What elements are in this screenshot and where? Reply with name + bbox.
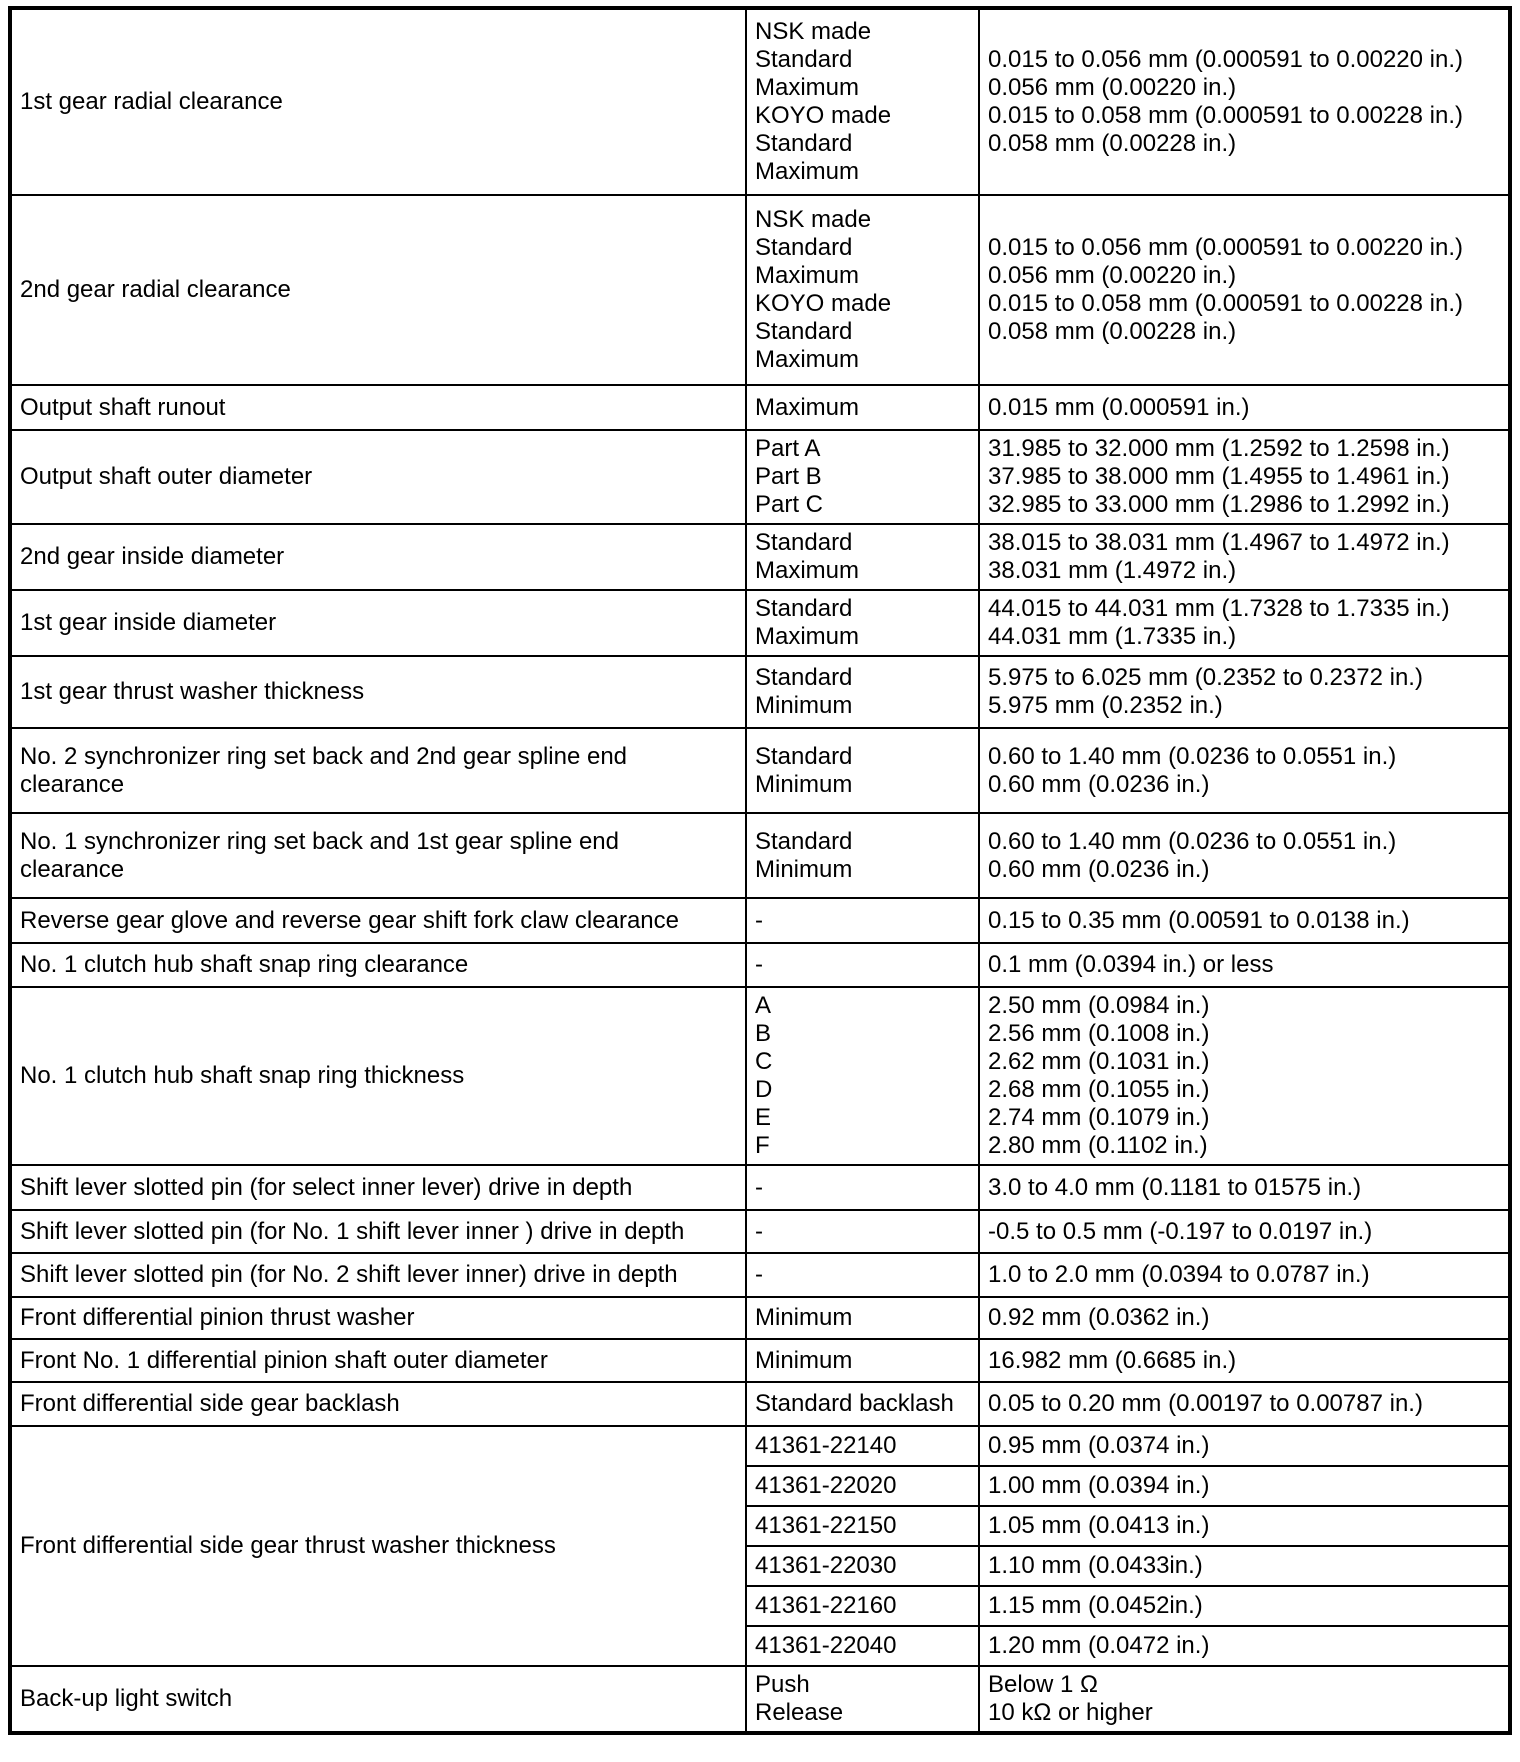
cell-line: E: [755, 1104, 772, 1131]
condition-cell: [747, 1298, 980, 1338]
cell-line: 2nd gear radial clearance: [20, 276, 291, 303]
cell-line: NSK made: [755, 18, 872, 45]
value-cell: [980, 814, 1508, 897]
cell-line: A: [755, 992, 772, 1019]
cell-line: No. 1 synchronizer ring set back and 1st gear spline end: [20, 827, 620, 855]
cell-line: 2.56 mm (0.1008 in.): [988, 1020, 1210, 1047]
item-cell: [12, 525, 747, 589]
cell-line: 2.62 mm (0.1031 in.): [988, 1048, 1210, 1075]
cell-line: -: [755, 1217, 763, 1245]
cell-line: 0.015 mm (0.000591 in.): [988, 393, 1250, 421]
cell-line: Maximum: [755, 623, 860, 650]
cell-line: Part B: [755, 463, 822, 490]
row-2nd-gear-inside-diameter: [12, 523, 1508, 589]
value-cell: [980, 899, 1508, 942]
cell-line: 0.60 mm (0.0236 in.): [988, 770, 1210, 798]
cell-line: Output shaft runout: [20, 393, 226, 421]
cell-line: 44.015 to 44.031 mm (1.7328 to 1.7335 in.): [988, 595, 1450, 622]
item-cell: [12, 1667, 747, 1731]
cell-line: [988, 346, 1504, 374]
condition-cell: [747, 1340, 980, 1381]
value-cell: [980, 944, 1508, 986]
condition-cell: [747, 386, 980, 429]
condition-cell: [747, 657, 980, 727]
cell-line: [988, 158, 1504, 186]
condition-cell: [747, 1667, 980, 1731]
condition-cell: [747, 591, 980, 655]
cell-line: Front differential pinion thrust washer: [20, 1304, 415, 1331]
cell-line: 0.15 to 0.35 mm (0.00591 to 0.0138 in.): [988, 906, 1410, 934]
row-1st-gear-thrust-washer-thickness: [12, 655, 1508, 727]
value-cell: [980, 1667, 1508, 1731]
cell-line: 38.015 to 38.031 mm (1.4967 to 1.4972 in.): [988, 529, 1450, 556]
part-number-cell: [747, 1547, 980, 1585]
value-cell: [980, 196, 1508, 384]
item-cell: [12, 657, 747, 727]
row-1st-gear-inside-diameter: [12, 589, 1508, 655]
item-cell: [12, 431, 747, 523]
value: 1.05 mm (0.0413 in.): [988, 1512, 1210, 1539]
value-cell: [980, 431, 1508, 523]
row-no2-synchronizer-ring-set-back: [12, 727, 1508, 812]
cell-line: 0.015 to 0.058 mm (0.000591 to 0.00228 in.): [988, 102, 1463, 129]
cell-line: clearance: [20, 855, 125, 883]
cell-line: -: [755, 1261, 763, 1288]
condition-cell: [747, 1383, 980, 1425]
row-no1-clutch-hub-snap-ring-thickness: [12, 986, 1508, 1164]
cell-line: Maximum: [755, 393, 860, 421]
cell-line: 3.0 to 4.0 mm (0.1181 to 01575 in.): [988, 1173, 1362, 1201]
cell-line: 0.056 mm (0.00220 in.): [988, 74, 1237, 101]
part-number-cell: [747, 1427, 980, 1465]
cell-line: -: [755, 951, 763, 978]
value-cell: [980, 729, 1508, 812]
cell-line: No. 1 clutch hub shaft snap ring thickness: [20, 1062, 465, 1089]
item-cell: [12, 386, 747, 429]
row-shift-lever-slotted-pin-select: [12, 1164, 1508, 1209]
cell-line: -: [755, 1173, 763, 1201]
cell-line: 0.05 to 0.20 mm (0.00197 to 0.00787 in.): [988, 1390, 1423, 1417]
item-cell: [12, 899, 747, 942]
cell-line: 0.60 to 1.40 mm (0.0236 to 0.0551 in.): [988, 742, 1397, 770]
item-cell: [12, 591, 747, 655]
condition-cell: [747, 944, 980, 986]
cell-line: Standard backlash: [755, 1390, 954, 1417]
cell-line: Minimum: [755, 770, 853, 798]
cell-line: Maximum: [755, 557, 860, 584]
condition-cell: [747, 988, 980, 1164]
cell-line: Shift lever slotted pin (for No. 2 shift lever inner) drive in depth: [20, 1261, 678, 1288]
cell-line: Maximum: [755, 158, 860, 185]
item-cell: [12, 1211, 747, 1252]
item-cell: [12, 1298, 747, 1338]
part-number-subrows: [747, 1427, 1508, 1665]
subrow: [747, 1427, 1508, 1465]
cell-line: Minimum: [755, 1304, 853, 1331]
cell-line: Standard: [755, 130, 853, 157]
row-no1-synchronizer-ring-set-back: [12, 812, 1508, 897]
condition-cell: [747, 1211, 980, 1252]
value-cell: [980, 1298, 1508, 1338]
value-cell: [980, 1467, 1508, 1505]
cell-line: 32.985 to 33.000 mm (1.2986 to 1.2992 in.): [988, 491, 1450, 518]
item-cell: [12, 944, 747, 986]
cell-line: 38.031 mm (1.4972 in.): [988, 557, 1237, 584]
item-cell: [12, 1254, 747, 1296]
cell-line: -0.5 to 0.5 mm (-0.197 to 0.0197 in.): [988, 1217, 1373, 1245]
condition-cell: [747, 10, 980, 194]
value: 1.15 mm (0.0452in.): [988, 1592, 1203, 1619]
cell-line: C: [755, 1048, 773, 1075]
subrow: [747, 1625, 1508, 1665]
condition-cell: [747, 729, 980, 812]
cell-line: No. 1 clutch hub shaft snap ring clearance: [20, 951, 469, 978]
cell-line: No. 2 synchronizer ring set back and 2nd gear spline end: [20, 742, 628, 770]
value-cell: [980, 1627, 1508, 1665]
cell-line: 44.031 mm (1.7335 in.): [988, 623, 1237, 650]
cell-line: 0.015 to 0.056 mm (0.000591 to 0.00220 in.): [988, 46, 1463, 73]
cell-line: 1st gear radial clearance: [20, 88, 283, 115]
cell-line: KOYO made: [755, 102, 892, 129]
part-number-cell: [747, 1507, 980, 1545]
cell-line: D: [755, 1076, 773, 1103]
cell-line: 0.1 mm (0.0394 in.) or less: [988, 951, 1274, 978]
cell-line: 16.982 mm (0.6685 in.): [988, 1346, 1237, 1374]
value: 1.00 mm (0.0394 in.): [988, 1472, 1210, 1499]
condition-cell: [747, 1166, 980, 1209]
row-front-diff-pinion-thrust-washer: [12, 1296, 1508, 1338]
cell-line: 0.60 to 1.40 mm (0.0236 to 0.0551 in.): [988, 827, 1397, 855]
cell-line: Shift lever slotted pin (for No. 1 shift lever inner ) drive in depth: [20, 1217, 685, 1245]
part-number-cell: [747, 1467, 980, 1505]
part-number-cell: [747, 1627, 980, 1665]
subrow: [747, 1505, 1508, 1545]
cell-line: [988, 18, 1504, 46]
cell-line: NSK made: [755, 206, 872, 233]
cell-line: 31.985 to 32.000 mm (1.2592 to 1.2598 in.): [988, 435, 1450, 462]
part-number-cell: [747, 1587, 980, 1625]
condition-cell: [747, 431, 980, 523]
cell-line: 0.60 mm (0.0236 in.): [988, 855, 1210, 883]
row-shift-lever-slotted-pin-no2: [12, 1252, 1508, 1296]
row-2nd-gear-radial-clearance: [12, 194, 1508, 384]
part-number: 41361-22140: [755, 1432, 897, 1459]
item-cell: [12, 814, 747, 897]
cell-line: Maximum: [755, 346, 860, 373]
part-number: 41361-22030: [755, 1552, 897, 1579]
cell-line: 2.50 mm (0.0984 in.): [988, 992, 1210, 1019]
item-cell: [12, 1427, 747, 1665]
row-shift-lever-slotted-pin-no1: [12, 1209, 1508, 1252]
value: 0.95 mm (0.0374 in.): [988, 1432, 1210, 1459]
cell-line: 2.68 mm (0.1055 in.): [988, 1076, 1210, 1103]
cell-line: Output shaft outer diameter: [20, 463, 313, 490]
cell-line: Release: [755, 1699, 844, 1726]
value-cell: [980, 1383, 1508, 1425]
value-cell: [980, 657, 1508, 727]
condition-cell: [747, 814, 980, 897]
specifications-table: [8, 6, 1512, 1735]
condition-cell: [747, 899, 980, 942]
value-cell: [980, 988, 1508, 1164]
value-cell: [980, 1254, 1508, 1296]
condition-cell: [747, 1254, 980, 1296]
cell-line: Maximum: [755, 74, 860, 101]
cell-line: 0.058 mm (0.00228 in.): [988, 130, 1237, 157]
cell-line: Below 1 Ω: [988, 1671, 1098, 1698]
cell-line: 2.80 mm (0.1102 in.): [988, 1132, 1208, 1159]
part-number: 41361-22160: [755, 1592, 897, 1619]
cell-line: -: [755, 906, 763, 934]
cell-line: 5.975 to 6.025 mm (0.2352 to 0.2372 in.): [988, 664, 1423, 691]
value-cell: [980, 1340, 1508, 1381]
item-cell: [12, 1340, 747, 1381]
value-cell: [980, 1507, 1508, 1545]
cell-line: 2.74 mm (0.1079 in.): [988, 1104, 1210, 1131]
cell-line: 10 kΩ or higher: [988, 1699, 1153, 1726]
cell-line: KOYO made: [755, 290, 892, 317]
cell-line: 0.058 mm (0.00228 in.): [988, 318, 1237, 345]
cell-line: 1.0 to 2.0 mm (0.0394 to 0.0787 in.): [988, 1261, 1370, 1288]
item-cell: [12, 988, 747, 1164]
item-cell: [12, 729, 747, 812]
subrow: [747, 1465, 1508, 1505]
cell-line: Standard: [755, 529, 853, 556]
cell-line: [988, 206, 1504, 234]
cell-line: Standard: [755, 595, 853, 622]
row-output-shaft-outer-diameter: [12, 429, 1508, 523]
cell-line: Standard: [755, 318, 853, 345]
cell-line: Front differential side gear thrust washer thickness: [20, 1532, 556, 1559]
cell-line: 37.985 to 38.000 mm (1.4955 to 1.4961 in.): [988, 463, 1450, 490]
cell-line: 0.015 to 0.056 mm (0.000591 to 0.00220 in.): [988, 234, 1463, 261]
cell-line: Front differential side gear backlash: [20, 1390, 400, 1417]
cell-line: Part C: [755, 491, 824, 518]
cell-line: Standard: [755, 234, 853, 261]
value-cell: [980, 591, 1508, 655]
cell-line: Minimum: [755, 1346, 853, 1374]
item-cell: [12, 196, 747, 384]
cell-line: 0.015 to 0.058 mm (0.000591 to 0.00228 in.): [988, 290, 1463, 317]
subrow: [747, 1585, 1508, 1625]
row-output-shaft-runout: [12, 384, 1508, 429]
row-no1-clutch-hub-snap-ring-clearance: [12, 942, 1508, 986]
cell-line: 5.975 mm (0.2352 in.): [988, 692, 1223, 719]
row-front-no1-diff-pinion-shaft-outer-diameter: [12, 1338, 1508, 1381]
cell-line: Front No. 1 differential pinion shaft outer diameter: [20, 1346, 548, 1374]
cell-line: Minimum: [755, 692, 853, 719]
cell-line: Standard: [755, 742, 853, 770]
item-cell: [12, 1383, 747, 1425]
cell-line: Reverse gear glove and reverse gear shift fork claw clearance: [20, 906, 679, 934]
cell-line: clearance: [20, 770, 125, 798]
value-cell: [980, 525, 1508, 589]
cell-line: Standard: [755, 46, 853, 73]
cell-line: Standard: [755, 827, 853, 855]
item-cell: [12, 1166, 747, 1209]
cell-line: Back-up light switch: [20, 1685, 233, 1712]
cell-line: Shift lever slotted pin (for select inner lever) drive in depth: [20, 1173, 633, 1201]
row-front-diff-side-gear-thrust-washer-thickness: [12, 1425, 1508, 1665]
cell-line: 2nd gear inside diameter: [20, 543, 285, 570]
cell-line: 1st gear inside diameter: [20, 609, 277, 636]
item-cell: [12, 10, 747, 194]
cell-line: B: [755, 1020, 772, 1047]
value-cell: [980, 10, 1508, 194]
cell-line: 1st gear thrust washer thickness: [20, 678, 365, 705]
value-cell: [980, 1211, 1508, 1252]
cell-line: Push: [755, 1671, 810, 1698]
value: 1.10 mm (0.0433in.): [988, 1552, 1203, 1579]
part-number: 41361-22020: [755, 1472, 897, 1499]
value-cell: [980, 386, 1508, 429]
row-1st-gear-radial-clearance: [12, 10, 1508, 194]
cell-line: Standard: [755, 664, 853, 691]
part-number: 41361-22150: [755, 1512, 897, 1539]
value-cell: [980, 1547, 1508, 1585]
condition-cell: [747, 525, 980, 589]
condition-cell: [747, 196, 980, 384]
subrow: [747, 1545, 1508, 1585]
cell-line: 0.056 mm (0.00220 in.): [988, 262, 1237, 289]
cell-line: 0.92 mm (0.0362 in.): [988, 1304, 1210, 1331]
cell-line: Part A: [755, 435, 821, 462]
row-front-diff-side-gear-backlash: [12, 1381, 1508, 1425]
value-cell: [980, 1166, 1508, 1209]
part-number: 41361-22040: [755, 1632, 897, 1659]
row-reverse-gear-glove-clearance: [12, 897, 1508, 942]
cell-line: Minimum: [755, 855, 853, 883]
value-cell: [980, 1587, 1508, 1625]
cell-line: F: [755, 1132, 770, 1159]
row-backup-light-switch: [12, 1665, 1508, 1731]
cell-line: Maximum: [755, 262, 860, 289]
value-cell: [980, 1427, 1508, 1465]
value: 1.20 mm (0.0472 in.): [988, 1632, 1210, 1659]
